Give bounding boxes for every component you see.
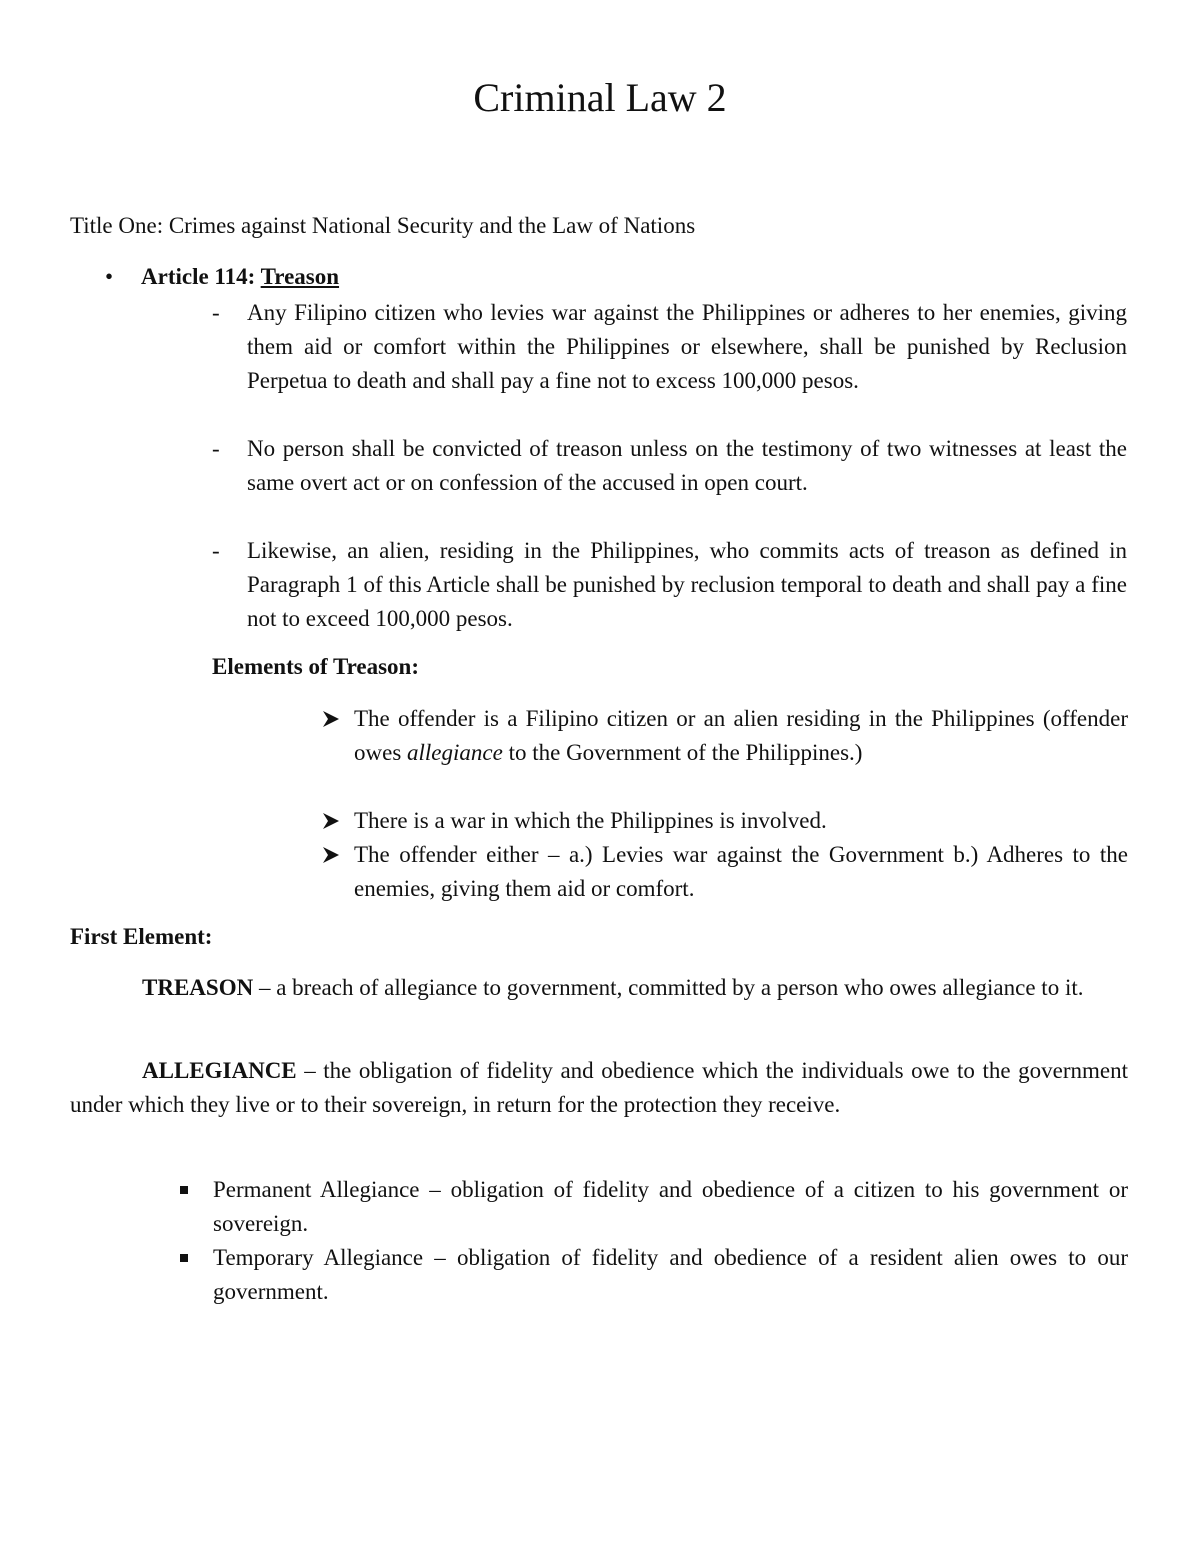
element-item: [320, 838, 1128, 906]
arrowhead-bullet-icon: [320, 806, 342, 836]
element-text: There is a war in which the Philippines is involved.: [354, 808, 827, 833]
element-text-after: to the Government of the Philippines.): [502, 740, 863, 765]
provision-item: [212, 296, 1127, 432]
definition-term: ALLEGIANCE: [142, 1058, 297, 1083]
provision-text: Any Filipino citizen who levies war against the Philippines or adheres to her enemies, giving them aid or comfort within the Philippines or elsewhere, shall be punished by Reclusion Perpetua to death and shall pay a fine not to excess 100,000 pesos.: [247, 300, 1127, 393]
allegiance-type-item: [180, 1173, 1128, 1241]
first-element-heading: First Element:: [70, 924, 213, 949]
allegiance-type-text: Temporary Allegiance – obligation of fidelity and obedience of a resident alien owes to our government.: [213, 1245, 1128, 1304]
definition-text: – a breach of allegiance to government, committed by a person who owes allegiance to it.: [253, 975, 1084, 1000]
dash-marker: -: [212, 300, 220, 325]
provision-item: [212, 534, 1127, 636]
article-name: Treason: [260, 264, 340, 289]
document-title: Criminal Law 2: [473, 75, 727, 120]
dash-marker: -: [212, 436, 220, 461]
definition-paragraph: [70, 1054, 1128, 1122]
provision-text: No person shall be convicted of treason unless on the testimony of two witnesses at least the same overt act or on confession of the accused in open court.: [247, 436, 1127, 495]
allegiance-type-text: Permanent Allegiance – obligation of fidelity and obedience of a citizen to his government or sovereign.: [213, 1177, 1128, 1236]
allegiance-type-item: [180, 1241, 1128, 1309]
arrowhead-bullet-icon: [320, 704, 342, 734]
dash-marker: -: [212, 538, 220, 563]
element-text-emphasis: allegiance: [407, 740, 503, 765]
article-label: Article 114:: [141, 264, 261, 289]
element-text: The offender either – a.) Levies war against the Government b.) Adheres to the enemies, giving them aid or comfort.: [354, 842, 1128, 901]
provision-item: [212, 432, 1127, 534]
elements-heading: Elements of Treason:: [212, 654, 419, 679]
element-item: [320, 702, 1128, 804]
definition-text: – the obligation of fidelity and obedience which the individuals owe to the government under which they live or to their sovereign, in return for the protection they receive.: [70, 1058, 1128, 1117]
provision-text: Likewise, an alien, residing in the Philippines, who commits acts of treason as defined in Paragraph 1 of this Article shall be punished by reclusion temporal to death and shall pay a fine not to exceed 100,000 pesos.: [247, 538, 1127, 631]
square-bullet-icon: [180, 1254, 188, 1262]
bullet-icon: •: [105, 264, 114, 289]
definition-paragraph: [70, 971, 1128, 1005]
arrowhead-bullet-icon: [320, 840, 342, 870]
element-text: [354, 702, 1128, 770]
article-label-group: [141, 262, 339, 292]
element-text-before: The offender is a Filipino citizen or an alien residing in the Philippines (offender owes: [354, 706, 1128, 765]
definition-term: TREASON: [142, 975, 254, 1000]
section-title: Title One: Crimes against National Security and the Law of Nations: [70, 213, 696, 238]
square-bullet-icon: [180, 1186, 188, 1194]
element-item: [320, 804, 1128, 838]
